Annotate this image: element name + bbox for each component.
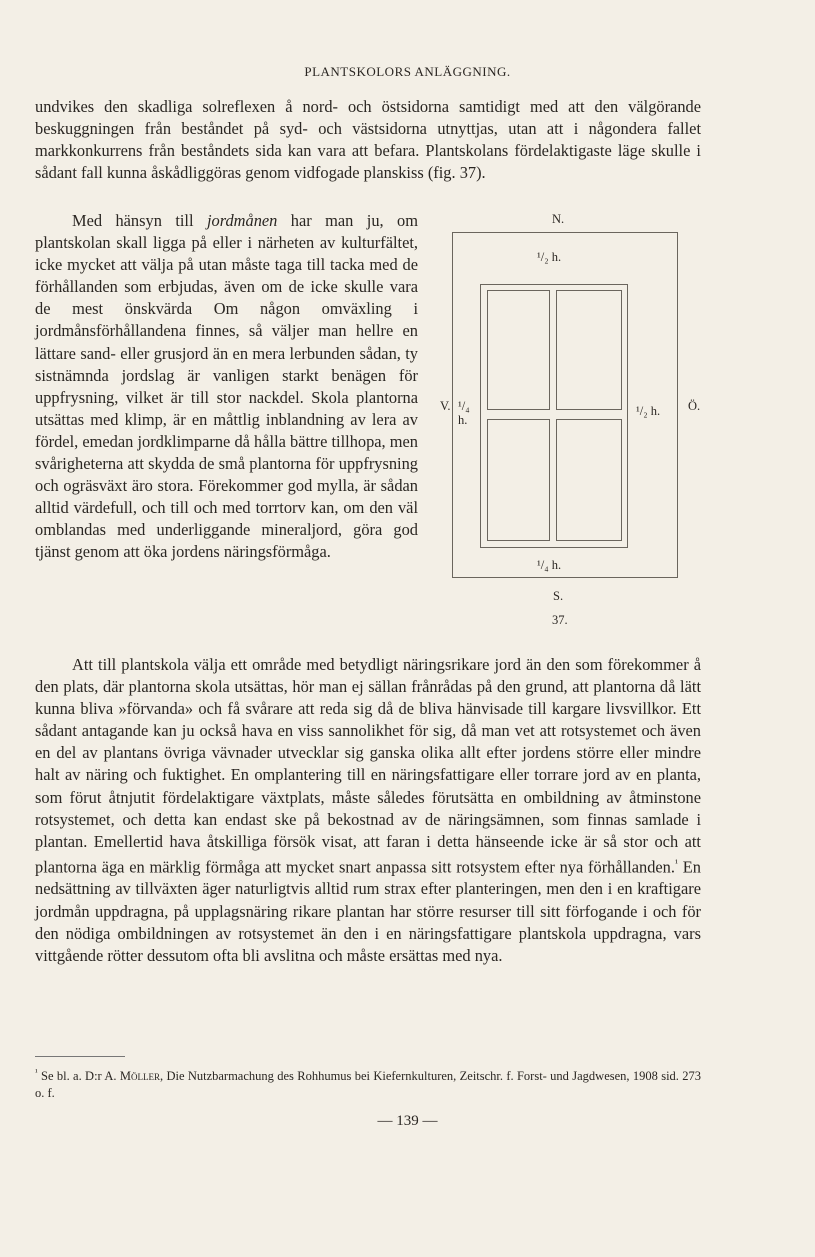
footnote-text-rest: , Die Nutzbarmachung des Rohhumus bei Kiefernkulturen, Zeitschr. f. Forst- und Jagdwesen, 1908 sid. 273 o. f. (35, 1069, 701, 1101)
page-number: — 139 — (377, 1113, 438, 1129)
p3-lead: Att till plantskola välja ett område med betydligt näringsrikare jord än den som förekommer å den plats, där plantorna skola utsättas, hör man ej sällan frånrådas på den grund, att plantorna då lätt kunna bliva »förvanda» och få svårare att reda sig då de bliva hänvisade till kargare livsvillkor. Ett sådant antagande kan ju också hava en viss sannolikhet för sig, då man vet att rotsystemet och även en del av plantans övriga vävnader utvecklar sig ganska olika allt efter jordens större eller mindre halt av näring och fuktighet. En omplantering till en näringsfattigare eller torrare jord av en planta, som förut åtnjutit fördelaktigare växtplats, måste således förutsätta en ombildning av åtminstone rotsystemet, och detta kan endast ske på bekostnad av de näringsämnen, som finnas samlade i plantan. Emellertid hava åtskilliga försök visat, att faran i detta hänseende icke är så stor och att plantorna äga en märklig förmåga att mycket snart anpassa sitt rotsystem efter nya förhållanden. (35, 655, 701, 877)
top-distance-label: ¹/₂ h. (537, 250, 562, 264)
outer-left-line (452, 232, 453, 577)
bottom-distance-label: ¹/₄ h. (537, 558, 562, 572)
footnote-text-lead: Se bl. a. D:r A. (37, 1069, 120, 1084)
west-label: V. (440, 399, 451, 413)
paragraph-2 (35, 210, 418, 564)
paragraph-3-text (35, 654, 701, 967)
outer-bottom-line (452, 577, 678, 578)
left-distance-label-top: ¹/₄ (458, 399, 470, 413)
p2-lead: Med hänsyn till (72, 211, 207, 230)
outer-top-line (452, 232, 678, 233)
bed-bottom-right (556, 419, 622, 541)
paragraph-1 (35, 96, 701, 184)
p3-rest: En nedsättning av tillväxten äger naturligtvis alltid rum strax efter planteringen, men den i en kraftigare jordmån uppdragna, på upplagsnäring rikare plantan har större resurser till sitt förfogande i och för den nödiga ombildningen av rotsystemet än den i en näringsfattigare plantskola uppdragna, vars vittgående rötter dessutom ofta bli avslitna och måste ersättas med nya. (35, 857, 701, 965)
paragraph-1-text: undvikes den skadliga solreflexen å nord- och östsidorna samtidigt med att den välgörande beskuggningen från beståndet på syd- och västsidorna utnyttjas, utan att i någondera fallet markkonkurrens från beståndets sida kan vara att befara. Plantskolans fördelaktigaste läge skulle i sådant fall kunna åskådliggöras genom vidfogade planskiss (fig. 37). (35, 97, 701, 183)
p2-rest: har man ju, om plantskolan skall ligga på eller i närheten av kulturfältet, icke mycket att välja på utan måste taga till tacka med de förhållanden som erbjudas, även om de icke skulle vara de mest önskvärda Om någon omväxling i jordmånsförhållandena finnes, så väljer man hellre en lättare sand- eller grusjord än en mera lerbunden sådan, ty sistnämnda jordslag är vanligen starkt benägen för uppfrysning, vilket är till stor nackdel. Skola plantorna utsättas med klimp, är en måttlig inblandning av lera av fördel, emedan jordklimparne då hålla bättre tillhopa, men svårigheterna att skydda de små plantorna för uppfrysning och ogräsväxt äro stora. Förekommer god mylla, är sådan alltid värdefull, och till och med torrtorv kan, om den väl omblandas med underliggande mineraljord, göra god tjänst genom att öka jordens näringsförmåga. (35, 211, 418, 562)
running-title: PLANTSKOLORS ANLÄGGNING. (304, 64, 511, 79)
bed-top-right (556, 290, 622, 410)
footnote (35, 1064, 701, 1102)
right-distance-label: ¹/₂ h. (636, 404, 661, 418)
paragraph-3 (35, 654, 701, 967)
footnote-divider (35, 1056, 125, 1057)
footnote-reference[interactable]: ¹ (674, 857, 678, 869)
east-label: Ö. (688, 399, 701, 413)
south-label: S. (553, 589, 564, 603)
footnote-marker: ¹ (35, 1067, 38, 1077)
paragraph-2-text (35, 210, 418, 564)
bed-top-left (487, 290, 550, 410)
figure-caption: 37. (552, 613, 568, 627)
outer-right-line (677, 232, 678, 577)
north-label: N. (552, 212, 565, 226)
bed-bottom-left (487, 419, 550, 541)
p2-emphasis: jordmånen (206, 211, 278, 230)
figure-37-plan-sketch (440, 200, 720, 640)
left-distance-label-bottom: h. (458, 413, 468, 427)
footnote-author: Möller (119, 1069, 160, 1084)
